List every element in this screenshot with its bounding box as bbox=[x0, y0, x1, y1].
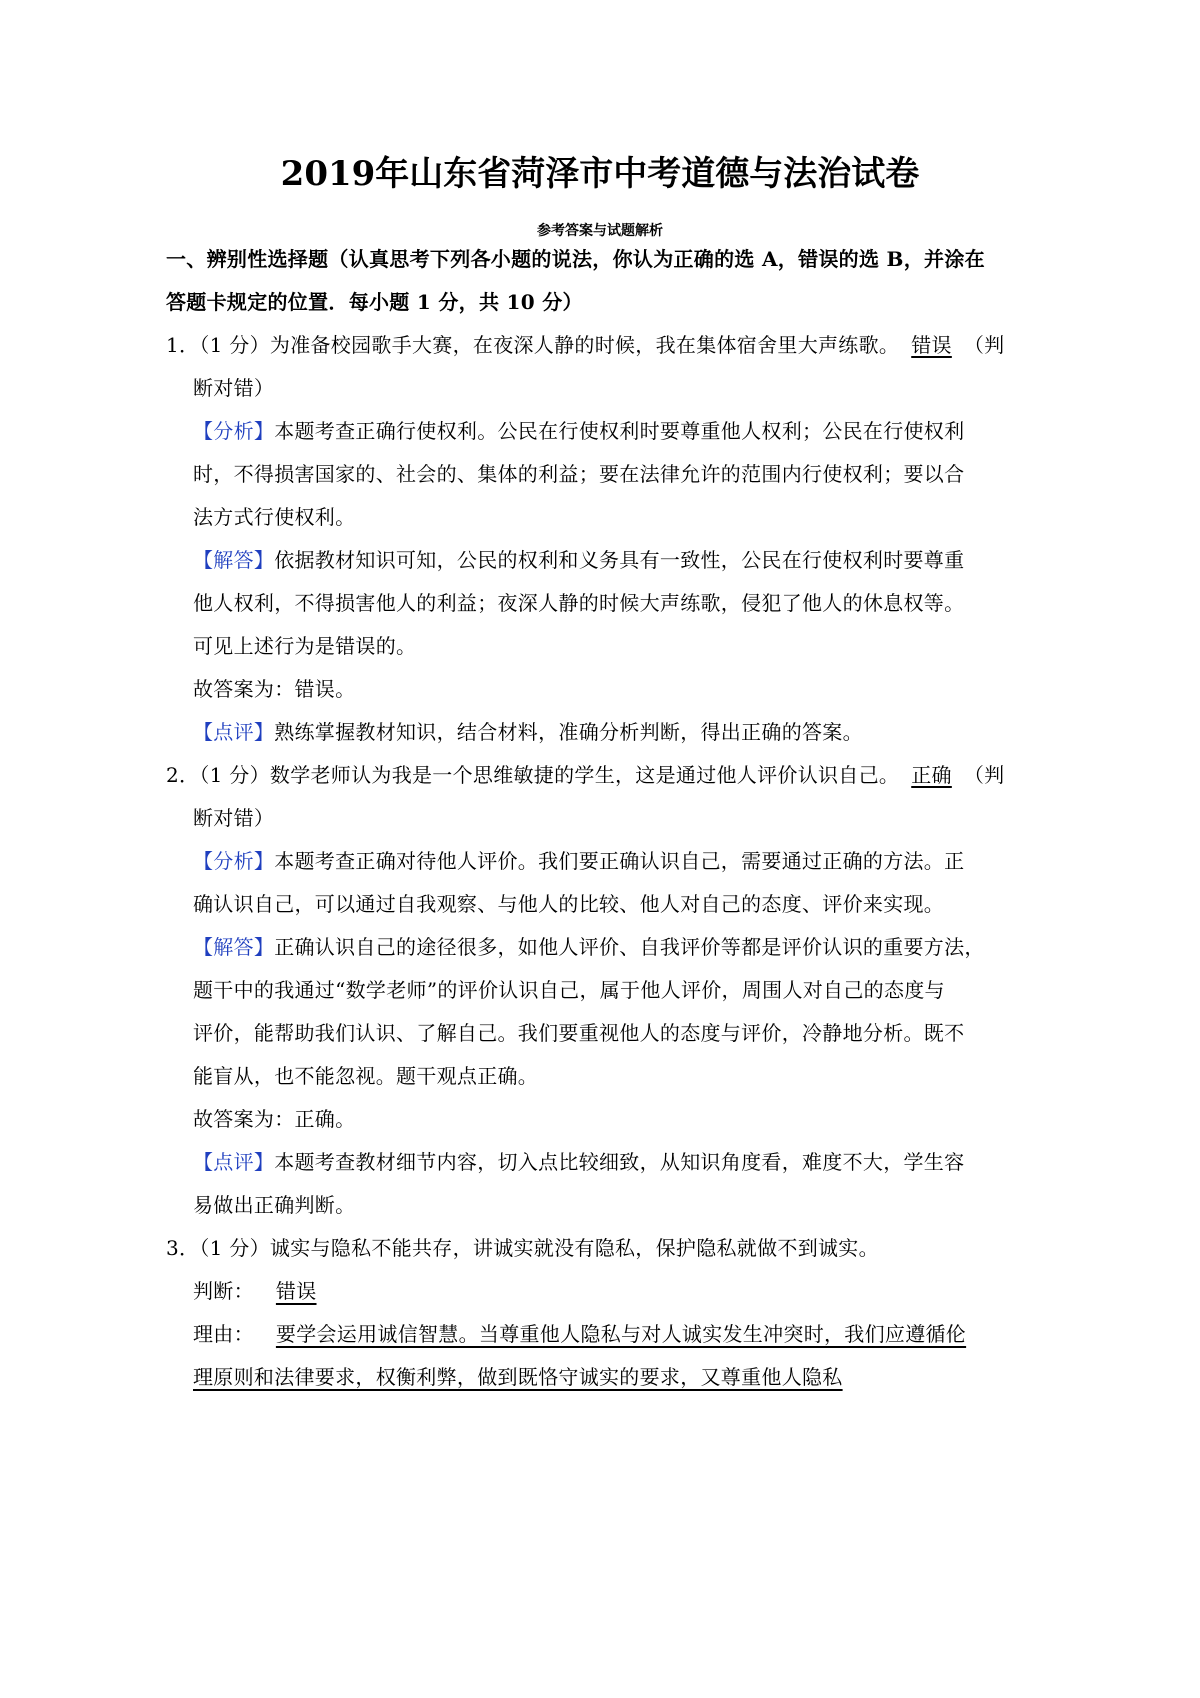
page-subtitle: 参考答案与试题解析 bbox=[537, 223, 663, 239]
q1-solution bbox=[193, 546, 964, 574]
solution-tag: 【解答】 bbox=[193, 935, 275, 959]
solution-tag: 【解答】 bbox=[193, 548, 275, 572]
q3-reason-line2 bbox=[193, 1363, 865, 1391]
comment-tag: 【点评】 bbox=[193, 1150, 275, 1174]
q3-judge bbox=[193, 1277, 339, 1305]
q1-comment-text: 熟练掌握教材知识，结合材料，准确分析判断，得出正确的答案。 bbox=[274, 720, 863, 744]
q2-analysis bbox=[193, 847, 964, 875]
q2-stem-prefix: 2．（1 分）数学老师认为我是一个思维敏捷的学生，这是通过他人评价认识自己。 bbox=[166, 763, 900, 787]
q2-analysis-line2: 确认识自己，可以通过自我观察、与他人的比较、他人对自己的态度、评价来实现。 bbox=[193, 892, 945, 916]
q1-solution-text: 依据教材知识可知，公民的权利和义务具有一致性，公民在行使权利时要尊重 bbox=[274, 548, 965, 572]
q2-comment-text: 本题考查教材细节内容，切入点比较细致，从知识角度看，难度不大，学生容 bbox=[274, 1150, 965, 1174]
q3-judge-answer-blank bbox=[254, 1279, 339, 1303]
comment-tag: 【点评】 bbox=[193, 720, 275, 744]
q3-reason-label: 理由： bbox=[193, 1322, 254, 1346]
section-heading-line1: 一、辨别性选择题（认真思考下列各小题的说法，你认为正确的选 A，错误的选 B，并涂在 bbox=[166, 247, 985, 271]
analysis-tag: 【分析】 bbox=[193, 849, 275, 873]
q3-judge-answer: 错误 bbox=[275, 1279, 317, 1303]
q3-reason-answer bbox=[254, 1322, 966, 1346]
q2-analysis-text: 本题考查正确对待他人评价。我们要正确认识自己，需要通过正确的方法。正 bbox=[274, 849, 965, 873]
q1-stem-suffix: （判 bbox=[963, 333, 1005, 357]
q3-judge-label: 判断： bbox=[193, 1279, 254, 1303]
q2-final-answer: 故答案为：正确。 bbox=[193, 1107, 356, 1131]
q1-comment bbox=[193, 718, 863, 746]
q2-stem-line2: 断对错） bbox=[193, 806, 275, 830]
q1-final-answer: 故答案为：错误。 bbox=[193, 677, 356, 701]
q1-stem-prefix: 1．（1 分）为准备校园歌手大赛，在夜深人静的时候，我在集体宿舍里大声练歌。 bbox=[166, 333, 900, 357]
q3-reason-text-line2: 理原则和法律要求，权衡利弊，做到既恪守诚实的要求，又尊重他人隐私 bbox=[193, 1365, 843, 1389]
q3-reason-answer-line2 bbox=[193, 1365, 865, 1389]
q1-stem bbox=[166, 331, 1004, 359]
q1-analysis bbox=[193, 417, 964, 445]
analysis-tag: 【分析】 bbox=[193, 419, 275, 443]
q2-comment bbox=[193, 1148, 964, 1176]
q2-solution-text: 正确认识自己的途径很多，如他人评价、自我评价等都是评价认识的重要方法， bbox=[274, 935, 985, 959]
q1-stem-line2: 断对错） bbox=[193, 376, 275, 400]
q2-solution bbox=[193, 933, 985, 961]
q2-solution-line2: 题干中的我通过“数学老师”的评价认识自己，属于他人评价，周围人对自己的态度与 bbox=[193, 978, 945, 1002]
q1-analysis-text: 本题考查正确行使权利。公民在行使权利时要尊重他人权利；公民在行使权利 bbox=[274, 419, 965, 443]
q1-analysis-line3: 法方式行使权利。 bbox=[193, 505, 356, 529]
q2-answer-blank: 正确 bbox=[911, 763, 952, 787]
q3-stem: 3．（1 分）诚实与隐私不能共存，讲诚实就没有隐私，保护隐私就做不到诚实。 bbox=[166, 1236, 879, 1260]
q1-analysis-line2: 时，不得损害国家的、社会的、集体的利益；要在法律允许的范围内行使权利；要以合 bbox=[193, 462, 965, 486]
q3-reason bbox=[193, 1320, 966, 1348]
q2-comment-line2: 易做出正确判断。 bbox=[193, 1193, 356, 1217]
q1-answer-blank: 错误 bbox=[911, 333, 952, 357]
page-title: 2019年山东省菏泽市中考道德与法治试卷 bbox=[280, 154, 920, 194]
q2-solution-line4: 能盲从，也不能忽视。题干观点正确。 bbox=[193, 1064, 539, 1088]
q2-stem bbox=[166, 761, 1004, 789]
q1-solution-line3: 可见上述行为是错误的。 bbox=[193, 634, 417, 658]
q2-solution-line3: 评价，能帮助我们认识、了解自己。我们要重视他人的态度与评价，冷静地分析。既不 bbox=[193, 1021, 965, 1045]
q2-stem-suffix: （判 bbox=[963, 763, 1005, 787]
q3-reason-text: 要学会运用诚信智慧。当尊重他人隐私与对人诚实发生冲突时，我们应遵循伦 bbox=[275, 1322, 967, 1346]
q1-solution-line2: 他人权利，不得损害他人的利益；夜深人静的时候大声练歌，侵犯了他人的休息权等。 bbox=[193, 591, 965, 615]
section-heading-line2: 答题卡规定的位置．每小题 1 分，共 10 分） bbox=[166, 290, 583, 314]
